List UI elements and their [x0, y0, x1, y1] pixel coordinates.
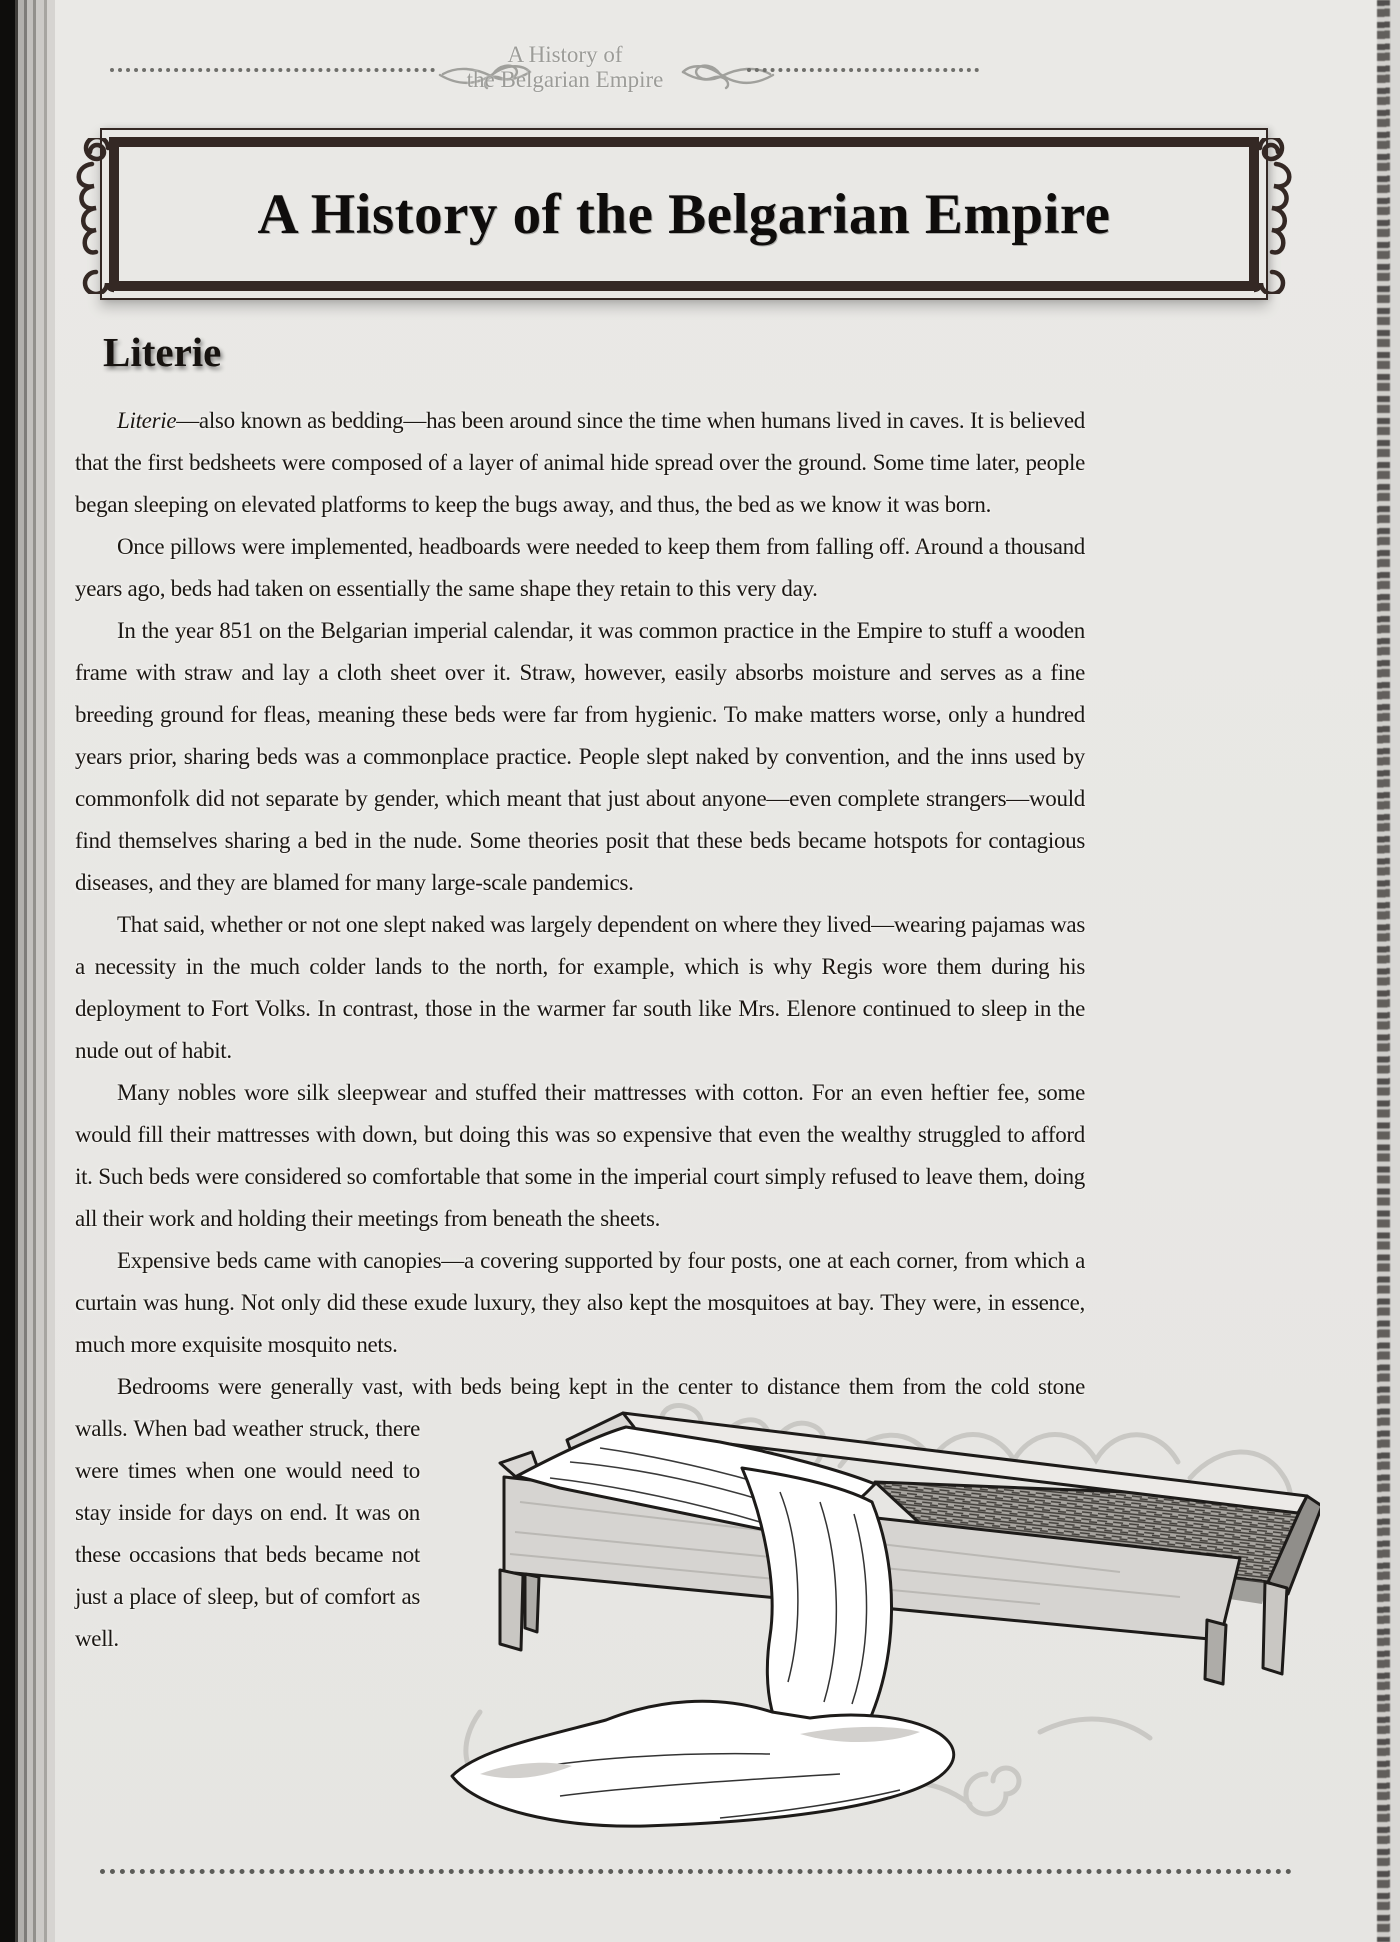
straw-bed-illustration [420, 1382, 1320, 1842]
paper-page [55, 0, 1400, 1942]
paragraph [75, 526, 1085, 610]
paragraph [75, 610, 1085, 904]
title-box-inner-frame [109, 137, 1259, 291]
article-body [75, 400, 1085, 1666]
scroll-curl-ornament-icon [1254, 138, 1300, 294]
paragraph-text: That said, whether or not one slept naked was largely dependent on where they lived—wearing pajamas was a necessity in the much colder lands to the north, for example, which is why Regis wore them during his deployment to Fort Volks. In contrast, those in the warmer far south like Mrs. Elenore continued to sleep in the nude out of habit. [75, 912, 1085, 1063]
section-heading: Literie [103, 329, 222, 375]
running-header [415, 42, 715, 92]
calligraphic-swash-icon [680, 50, 776, 94]
paragraph-lead-term: Literie [117, 408, 177, 433]
footer-dotted-rule [100, 1869, 1292, 1874]
bed-illustration [420, 1366, 1160, 1666]
paragraph [75, 1072, 1085, 1240]
header-dotted-rule-left [110, 68, 435, 72]
scroll-curl-ornament-icon [68, 138, 114, 294]
paragraph-text: In the year 851 on the Belgarian imperial calendar, it was common practice in the Empire to stuff a wooden frame with straw and lay a cloth sheet over it. Straw, however, easily absorbs moisture and serves as a fine breeding ground for fleas, meaning these beds were far from hygienic. To make matters worse, only a hundred years prior, sharing beds was a commonplace practice. People slept naked by convention, and the inns used by commonfolk did not separate by gender, which meant that just about anyone—even complete strangers—would find themselves sharing a bed in the nude. Some theories posit that these beds became hotspots for contagious diseases, and they are blamed for many large-scale pandemics. [75, 618, 1085, 895]
title-box [100, 128, 1268, 300]
paragraph-text: Once pillows were implemented, headboards were needed to keep them from falling off. Around a thousand years ago, beds had taken on essentially the same shape they retain to this very day. [75, 534, 1085, 601]
paragraph-text: Many nobles wore silk sleepwear and stuffed their mattresses with cotton. For an even heftier fee, some would fill their mattresses with down, but doing this was so expensive that even the wealthy struggled to afford it. Such beds were considered so comfortable that some in the imperial court simply refused to leave them, doing all their work and holding their meetings from beneath the sheets. [75, 1080, 1085, 1231]
paragraph [75, 904, 1085, 1072]
paragraph-text: —also known as bedding—has been around since the time when humans lived in caves. It is believed that the first bedsheets were composed of a layer of animal hide spread over the ground. Some time later, people began sleeping on elevated platforms to keep the bugs away, and thus, the bed as we know it was born. [75, 408, 1085, 517]
page-title: A History of the Belgarian Empire [257, 182, 1111, 246]
running-header-line1: A History of [507, 42, 623, 67]
paragraph [75, 1366, 1085, 1660]
paragraph-text: Expensive beds came with canopies—a covering supported by four posts, one at each corner, from which a curtain was hung. Not only did these exude luxury, they also kept the mosquitoes at bay. They were, in essence, much more exquisite mosquito nets. [75, 1248, 1085, 1357]
page-right-margin-strip [1390, 0, 1400, 1942]
paragraph [75, 400, 1085, 526]
page-right-rough-edge [1377, 0, 1390, 1942]
running-header-line2: the Belgarian Empire [466, 67, 664, 92]
header-dotted-rule-right [747, 68, 979, 72]
book-page-edges [0, 0, 55, 1942]
paragraph [75, 1240, 1085, 1366]
paragraph-text: Bedrooms were generally vast, with beds being kept in the center to distance them from the cold stone walls. When bad weather struck, there were times when one would need to stay inside for days on end. It was on these occasions that beds became not just a place of sleep, but of comfort as well. [75, 1374, 1085, 1651]
